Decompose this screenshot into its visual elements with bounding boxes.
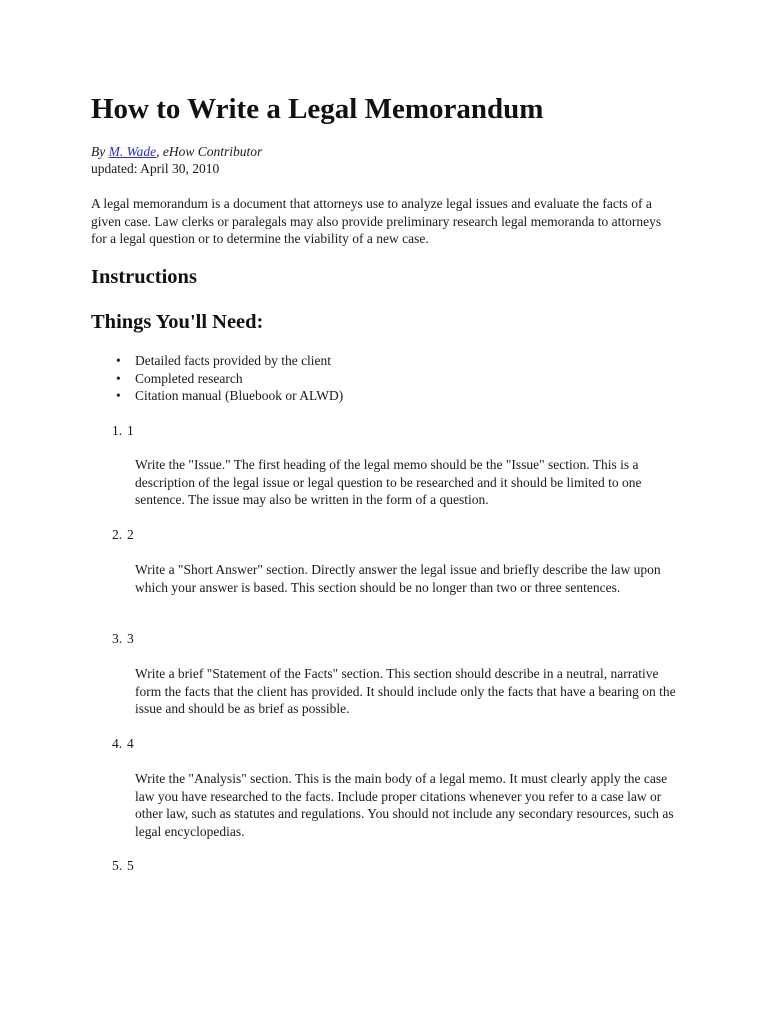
page-title: How to Write a Legal Memorandum xyxy=(91,93,544,125)
bullet-icon: • xyxy=(116,370,121,386)
step-3-number: 3. 3 xyxy=(112,631,134,646)
list-item: • Detailed facts provided by the client xyxy=(116,353,332,368)
step-2-text: Write a "Short Answer" section. Directly answer the legal issue and briefly describe the law upon which your answer is based. This section should be no longer than two or three sentences. xyxy=(135,562,661,595)
byline-suffix: , eHow Contributor xyxy=(156,144,263,159)
bullet-icon: • xyxy=(116,388,121,403)
byline-prefix: By xyxy=(91,144,106,159)
author-link[interactable]: M. Wade xyxy=(108,144,157,159)
list-item: • Completed research xyxy=(116,370,243,386)
step-5-number: 5. 5 xyxy=(112,858,134,873)
instructions-heading: Instructions xyxy=(91,266,197,288)
byline xyxy=(91,143,262,161)
updated-date: updated: April 30, 2010 xyxy=(91,161,220,176)
things-needed-list xyxy=(91,352,343,405)
bullet-icon: • xyxy=(116,353,121,368)
intro-paragraph: A legal memorandum is a document that attorneys use to analyze legal issues and evaluate the facts of a given case. Law clerks or paralegals may also provide preliminary research legal memoranda to attorneys for a legal question or to determine the viability of a new case. xyxy=(91,196,662,246)
list-item: • Citation manual (Bluebook or ALWD) xyxy=(116,388,344,403)
step-4-number: 4. 4 xyxy=(112,736,134,751)
step-3-text: Write a brief "Statement of the Facts" section. This section should describe in a neutral, narrative form the facts that the client has provided. It should include only the facts that have a bearing on the issue and should be as brief as possible. xyxy=(135,666,676,716)
step-1-number: 1. 1 xyxy=(112,423,134,438)
things-needed-heading: Things You'll Need: xyxy=(91,311,264,333)
step-4-text: Write the "Analysis" section. This is the main body of a legal memo. It must clearly apply the case law you have researched to the facts. Include proper citations whenever you refer to a case law or other law, such as statutes and regulations. You should not include any secondary resources, such as legal encyclopedias. xyxy=(135,771,674,839)
step-2-number: 2. 2 xyxy=(112,527,134,542)
step-1-text: Write the "Issue." The first heading of the legal memo should be the "Issue" section. This is a description of the legal issue or legal question to be researched and it should be limited to one sentence. The issue may also be written in the form of a question. xyxy=(135,457,642,507)
